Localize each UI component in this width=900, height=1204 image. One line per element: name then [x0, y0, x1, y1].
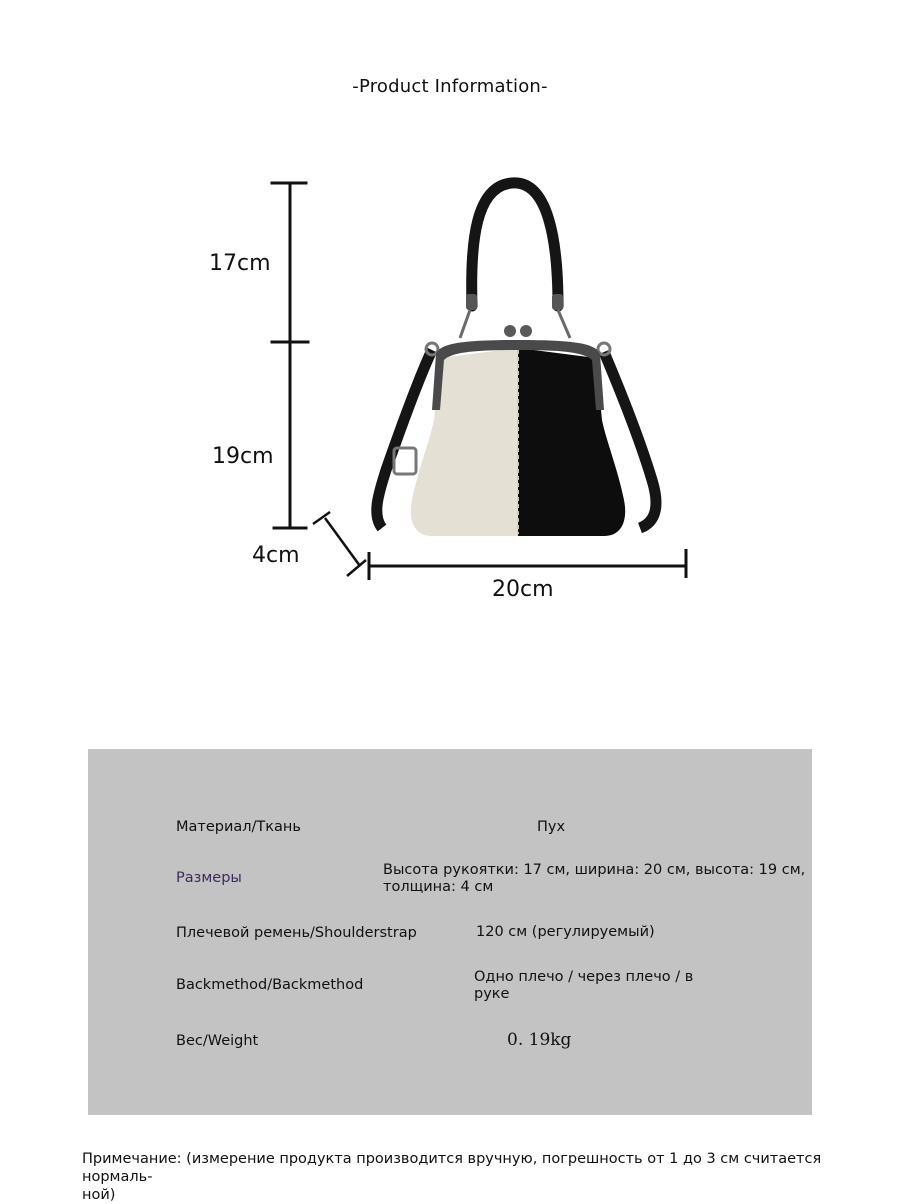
- spec-label-carry-method: Backmethod/Backmethod: [176, 977, 364, 993]
- spec-value-carry-method-line2: руке: [474, 986, 510, 1002]
- spec-label-strap: Плечевой ремень/Shoulderstrap: [176, 925, 417, 941]
- spec-label-weight: Вес/Weight: [176, 1033, 259, 1049]
- spec-value-size-line2: толщина: 4 см: [383, 879, 494, 895]
- measurement-note-line1: Примечание: (измерение продукта производится вручную, погрешность от 1 до 3 см считается нормаль-: [82, 1151, 822, 1185]
- spec-value-weight: 0. 19kg: [507, 1030, 572, 1050]
- handle-height-label: 17cm: [209, 251, 271, 276]
- page-title: -Product Information-: [352, 76, 548, 97]
- spec-value-strap: 120 см (регулируемый): [476, 924, 655, 940]
- spec-label-material: Материал/Ткань: [176, 819, 301, 835]
- body-height-label: 19cm: [212, 444, 274, 469]
- spec-value-material: Пух: [537, 819, 566, 835]
- handbag-illustration: [377, 183, 656, 536]
- measurement-note: [82, 1150, 852, 1204]
- width-label: 20cm: [492, 577, 554, 602]
- width-measure-line: [369, 549, 686, 580]
- spec-value-size-line1: Высота рукоятки: 17 см, ширина: 20 см, высота: 19 см,: [383, 862, 806, 878]
- measurement-note-line2: ной): [82, 1187, 116, 1203]
- vertical-measure-line: [272, 183, 308, 528]
- spec-value-carry-method-line1: Одно плечо / через плечо / в: [474, 969, 694, 985]
- thickness-measure-line: [313, 512, 366, 576]
- thickness-label: 4cm: [252, 543, 300, 568]
- spec-label-size: Размеры: [176, 870, 242, 886]
- spec-table: [88, 749, 812, 1115]
